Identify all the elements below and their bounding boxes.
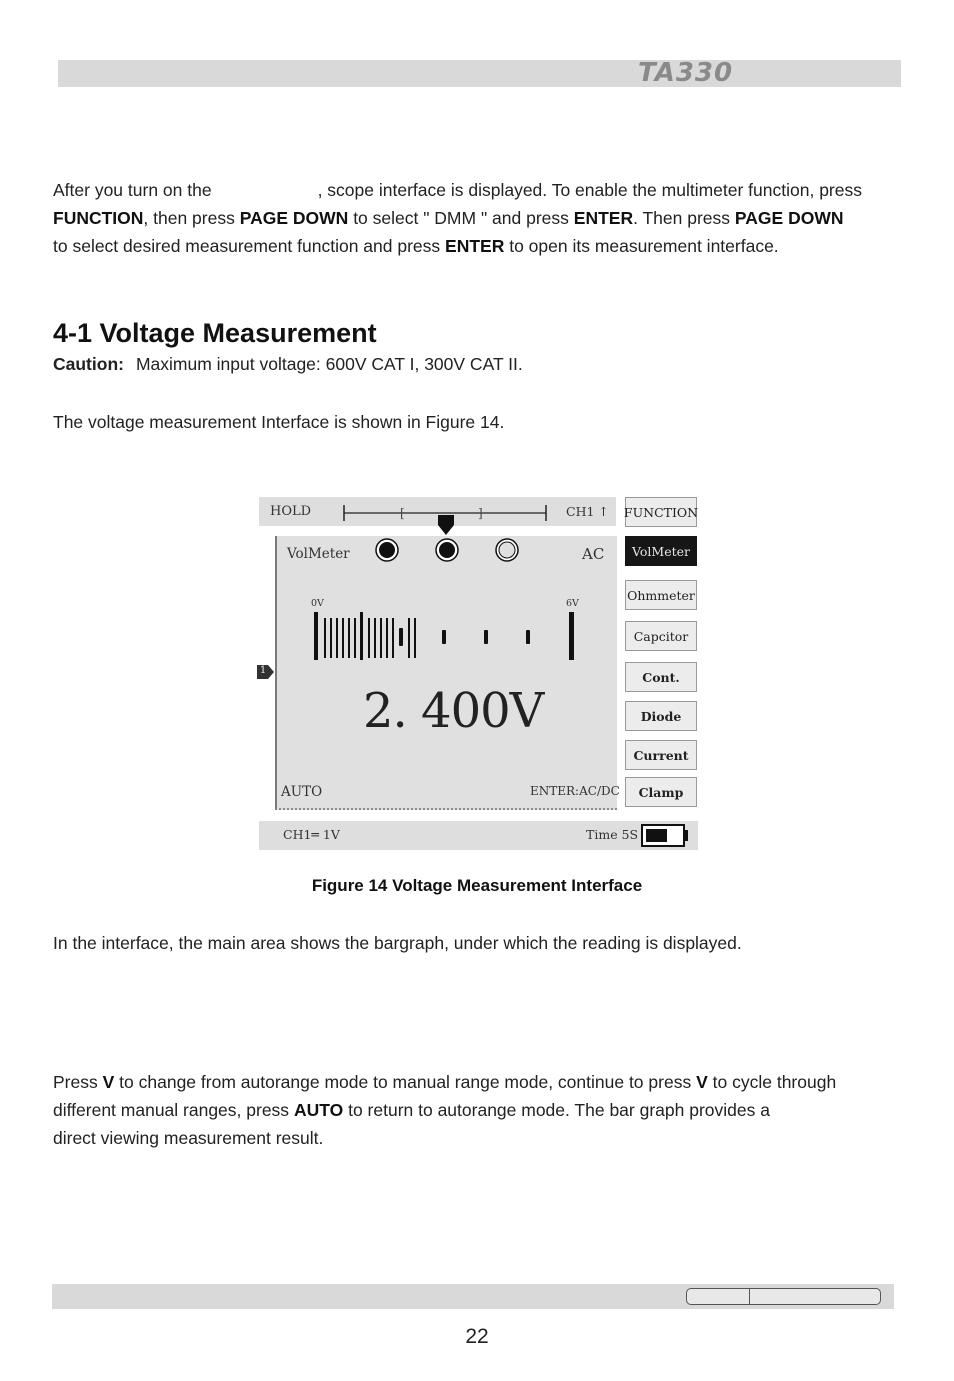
menu-item-current[interactable]: Current bbox=[625, 740, 697, 770]
interface-description: In the interface, the main area shows the bargraph, under which the reading is displayed. bbox=[53, 933, 742, 953]
menu-item-cont[interactable]: Cont. bbox=[625, 662, 697, 692]
figure-caption: Figure 14 Voltage Measurement Interface bbox=[311, 876, 643, 895]
page-number: 22 bbox=[465, 1325, 489, 1348]
function-button[interactable]: FUNCTION bbox=[625, 497, 697, 527]
enter-hint: ENTER:AC/DC bbox=[530, 784, 620, 798]
time-label: Time 5S bbox=[586, 827, 639, 842]
section-title: 4-1 Voltage Measurement bbox=[53, 318, 377, 348]
brand-logo: TA330 bbox=[638, 58, 734, 88]
coupling-label: AC bbox=[582, 545, 605, 563]
svg-text:[: [ bbox=[400, 506, 405, 520]
arrow-up-icon: ↑ bbox=[598, 504, 609, 519]
indicator-dot-1-icon bbox=[376, 539, 398, 561]
svg-text:]: ] bbox=[478, 506, 483, 520]
mode-label: VolMeter bbox=[287, 546, 350, 562]
footer-tab-shape bbox=[686, 1288, 881, 1305]
channel-marker-label: 1 bbox=[259, 665, 267, 676]
caution-text: Maximum input voltage: 600V CAT I, 300V CAT II. bbox=[135, 354, 523, 374]
range-mode-label: AUTO bbox=[281, 784, 323, 800]
indicator-dot-2-icon bbox=[436, 539, 458, 561]
indicator-dot-3-icon bbox=[496, 539, 518, 561]
scale-min-label: 0V bbox=[311, 598, 324, 609]
indicator-dots bbox=[372, 536, 522, 566]
figure-reference: The voltage measurement Interface is shown in Figure 14. bbox=[53, 412, 505, 432]
screen-main-area bbox=[275, 536, 617, 810]
caution-line bbox=[53, 354, 523, 375]
channel-scale-label: CH1═ 1V bbox=[283, 827, 340, 842]
menu-item-volmeter[interactable]: VolMeter bbox=[625, 536, 697, 566]
caution-label: Caution: bbox=[53, 354, 124, 374]
trigger-ruler bbox=[340, 500, 555, 540]
range-paragraph: Press V to change from autorange mode to manual range mode, continue to press V to cycle through different manual ranges, press AUTO to return to autorange mode. The bar graph provides a direct viewing measurement result. bbox=[53, 1072, 837, 1148]
menu-item-capcitor[interactable]: Capcitor bbox=[625, 621, 697, 651]
channel-label: CH1 ↑ bbox=[566, 504, 609, 519]
menu-item-diode[interactable]: Diode bbox=[625, 701, 697, 731]
menu-item-ohmmeter[interactable]: Ohmmeter bbox=[625, 580, 697, 610]
battery-icon bbox=[641, 824, 689, 848]
header-bar bbox=[58, 60, 901, 87]
reading-value: 2. 400V bbox=[363, 683, 544, 739]
bar-graph bbox=[308, 610, 578, 665]
intro-paragraph: After you turn on the , scope interface is displayed. To enable the multimeter function, press FUNCTION, then press PAGE DOWN to select " DMM " and press ENTER. Then press PAGE DOWN to select desired measurement function and press ENTER to open its measurement interface. bbox=[53, 180, 862, 256]
scale-max-label: 6V bbox=[566, 598, 579, 609]
hold-label: HOLD bbox=[270, 504, 312, 519]
menu-item-clamp[interactable]: Clamp bbox=[625, 777, 697, 807]
